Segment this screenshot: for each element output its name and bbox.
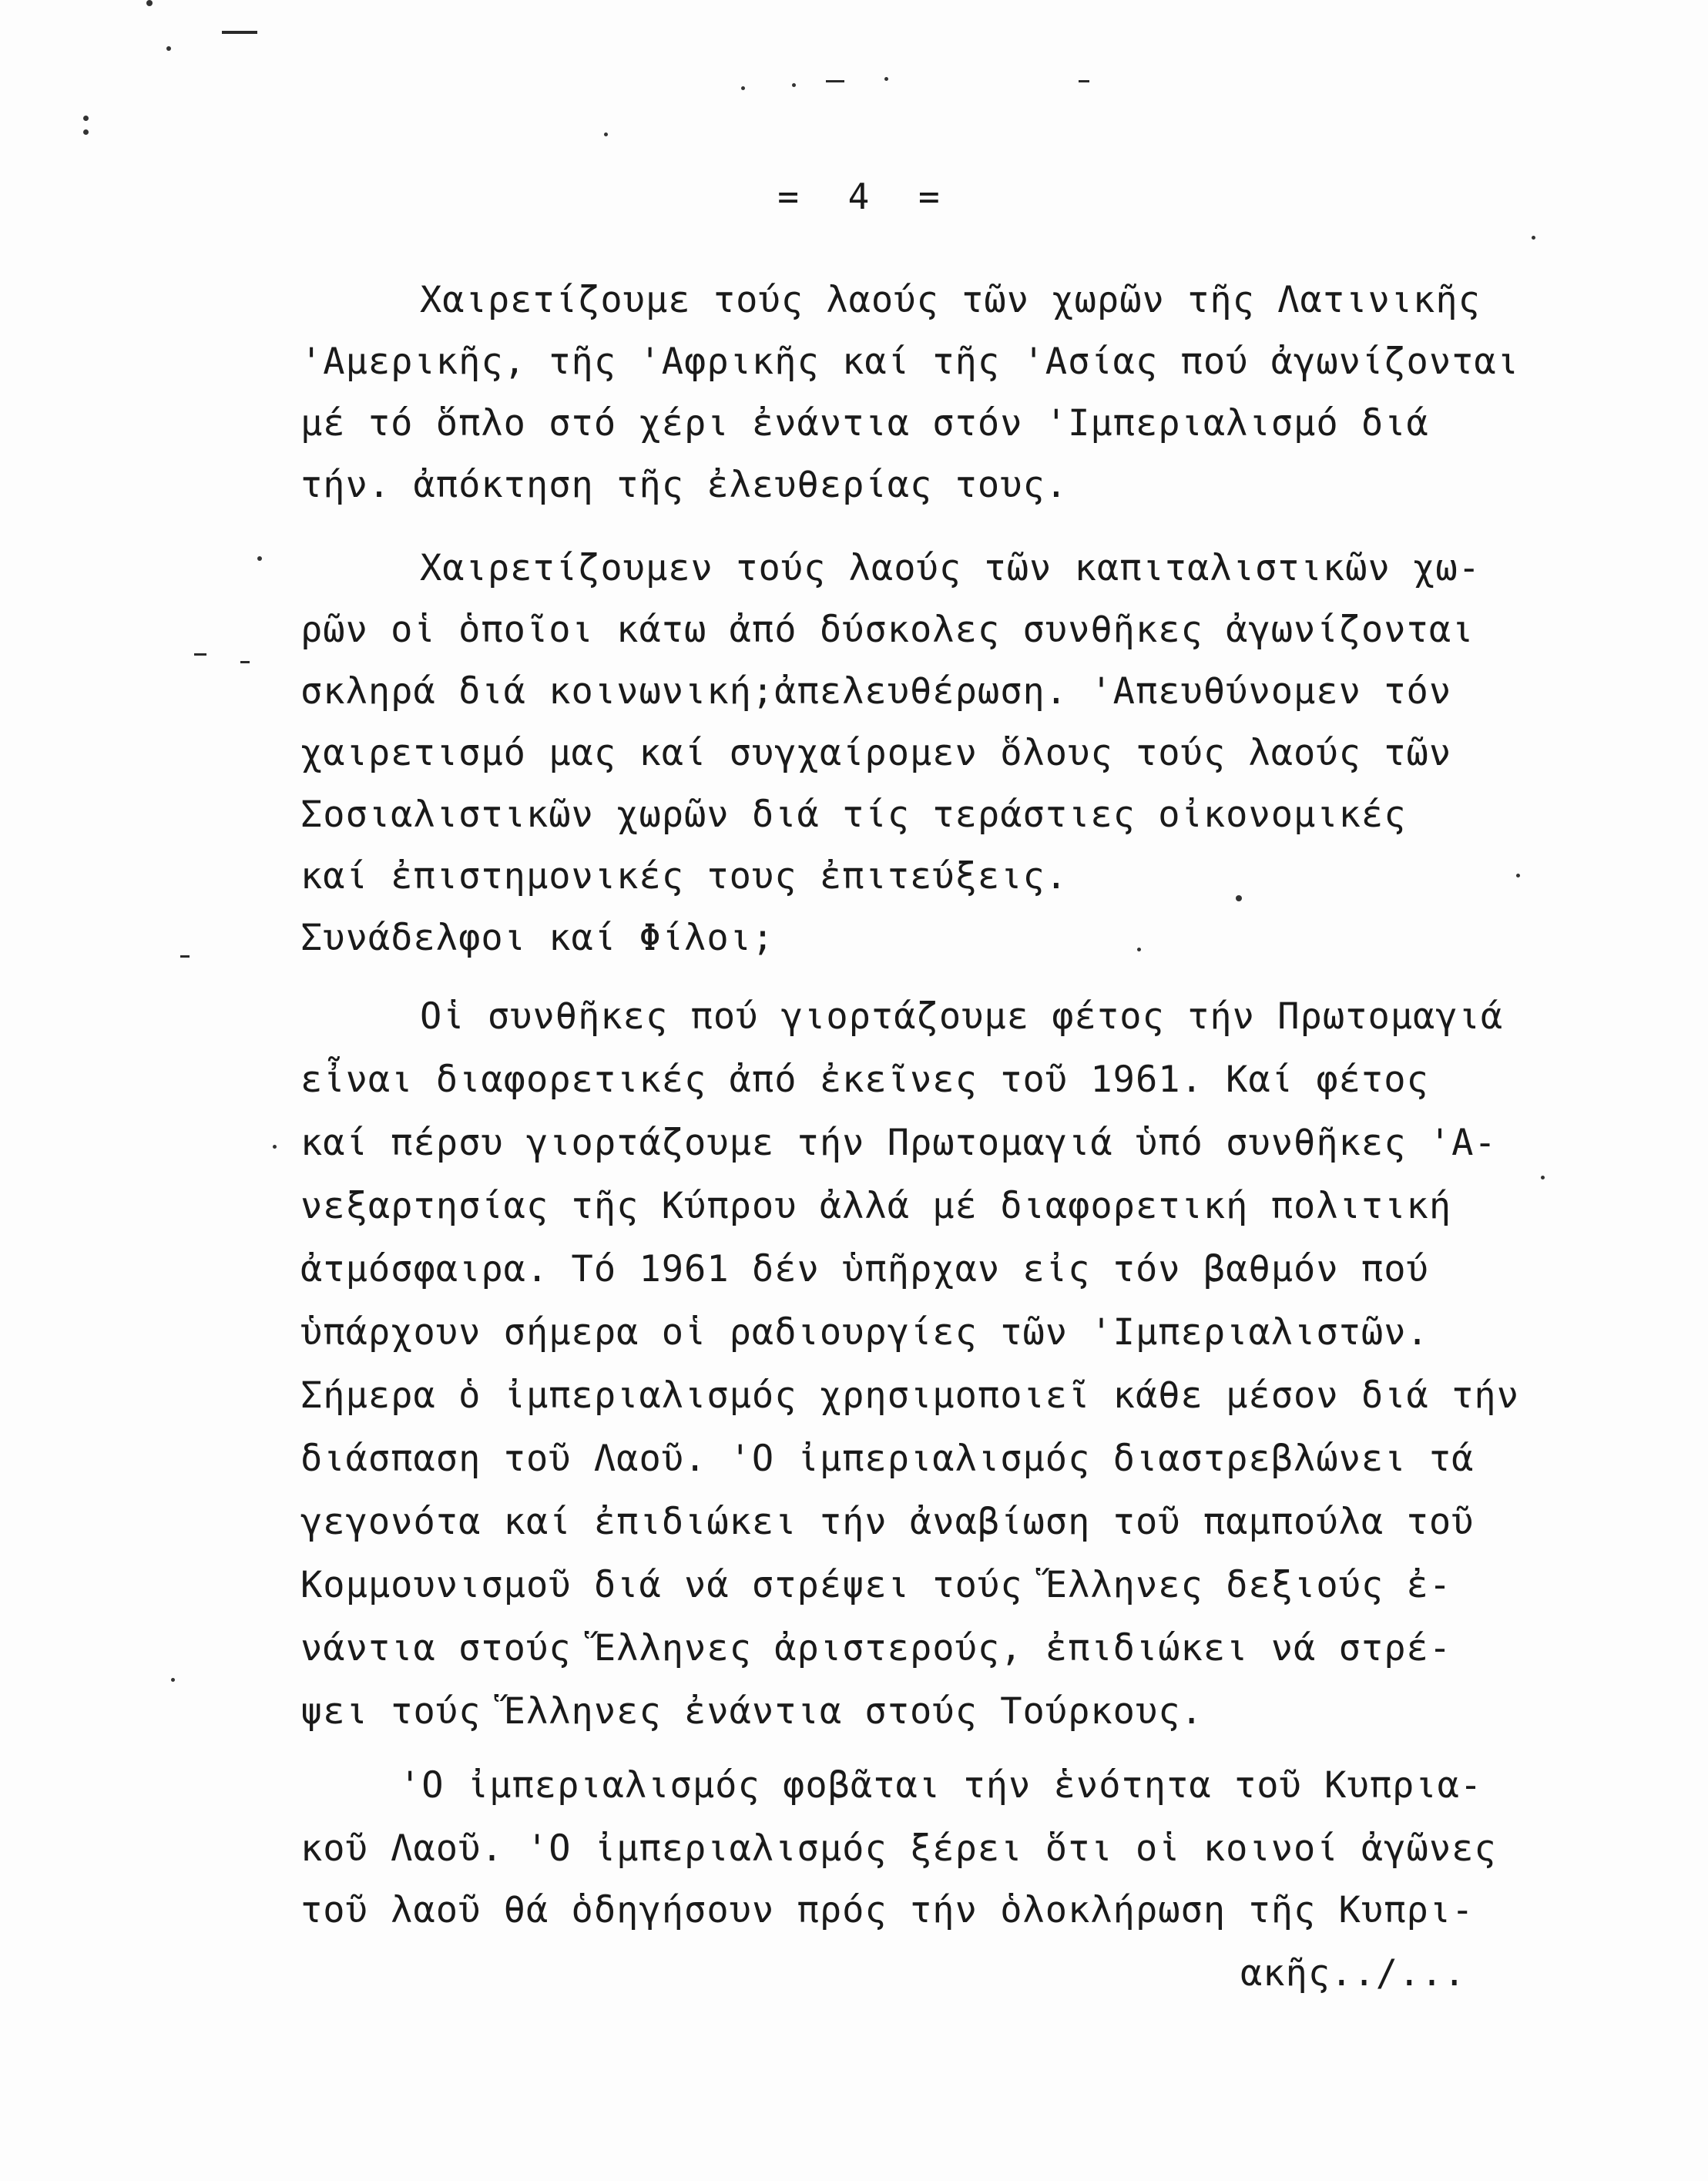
text-line: ρῶν οἱ ὁποῖοι κάτω ἀπό δύσκολες συνθῆκες ἀγωνίζονται <box>300 609 1475 651</box>
text-line: Χαιρετίζουμεν τούς λαούς τῶν καπιταλιστικῶν χω- <box>420 547 1481 589</box>
text-line: γεγονότα καί ἐπιδιώκει τήν ἀναβίωση τοῦ παμπούλα τοῦ <box>300 1501 1475 1543</box>
scan-mark <box>194 653 206 656</box>
text-line: Κομμουνισμοῦ διά νά στρέψει τούς Ἕλληνες δεξιούς ἐ- <box>300 1564 1452 1606</box>
text-line: τήν. ἀπόκτηση τῆς ἐλευθερίας τους. <box>300 464 1069 506</box>
text-line: τοῦ λαοῦ θά ὁδηγήσουν πρός τήν ὁλοκλήρωση τῆς Κυπρι- <box>300 1889 1475 1931</box>
text-line: ψει τούς Ἕλληνες ἐνάντια στούς Τούρκους. <box>300 1690 1203 1733</box>
scan-mark <box>240 661 250 663</box>
scan-speck <box>1137 948 1141 951</box>
scan-speck <box>1541 1176 1545 1179</box>
text-line: Σοσιαλιστικῶν χωρῶν διά τίς τεράστιες οἰκονομικές <box>300 794 1407 836</box>
text-line: νάντια στούς Ἕλληνες ἀριστερούς, ἐπιδιώκει νά στρέ- <box>300 1627 1452 1669</box>
scan-speck <box>1516 874 1520 877</box>
scan-speck <box>741 86 745 90</box>
scan-mark <box>1079 80 1089 82</box>
scan-speck <box>257 556 262 561</box>
scan-speck <box>171 1678 175 1682</box>
scan-speck <box>166 46 171 51</box>
scan-speck <box>884 77 888 81</box>
text-line: Οἱ συνθῆκες πού γιορτάζουμε φέτος τήν Πρωτομαγιά <box>420 995 1504 1038</box>
text-line: 'Αμερικῆς, τῆς 'Αφρικῆς καί τῆς 'Ασίας πού ἀγωνίζονται <box>300 341 1520 383</box>
text-line: νεξαρτησίας τῆς Κύπρου ἀλλά μέ διαφορετική πολιτική <box>300 1185 1452 1227</box>
text-line: καί πέρσυ γιορτάζουμε τήν Πρωτομαγιά ὑπό συνθῆκες 'Α- <box>300 1122 1497 1164</box>
scan-speck <box>146 0 153 6</box>
scan-speck <box>83 116 89 121</box>
text-line: Σήμερα ὁ ἰμπεριαλισμός χρησιμοποιεῖ κάθε μέσον διά τήν <box>300 1374 1520 1417</box>
scan-speck <box>604 133 608 136</box>
text-line: διάσπαση τοῦ Λαοῦ. 'Ο ἰμπεριαλισμός διαστρεβλώνει τά <box>300 1438 1475 1480</box>
continuation-marker: ακῆς../... <box>1240 1952 1466 1995</box>
text-line: κοῦ Λαοῦ. 'Ο ἰμπεριαλισμός ξέρει ὅτι οἱ κοινοί ἀγῶνες <box>300 1827 1497 1870</box>
scan-mark <box>222 31 257 34</box>
scan-mark <box>180 955 190 958</box>
scan-speck <box>1236 895 1242 901</box>
scan-speck <box>1532 236 1535 240</box>
text-line: χαιρετισμό μας καί συγχαίρομεν ὅλους τούς λαούς τῶν <box>300 732 1452 774</box>
scan-speck <box>83 129 89 135</box>
text-line: μέ τό ὅπλο στό χέρι ἐνάντια στόν 'Ιμπεριαλισμό διά <box>300 402 1429 445</box>
text-line: Χαιρετίζουμε τούς λαούς τῶν χωρῶν τῆς Λατινικῆς <box>420 279 1481 321</box>
scan-mark <box>826 80 844 82</box>
text-line: σκληρά διά κοινωνική;ἀπελευθέρωση. 'Απευθύνομεν τόν <box>300 670 1452 713</box>
scan-speck <box>273 1145 277 1149</box>
text-line: ὑπάρχουν σήμερα οἱ ραδιουργίες τῶν 'Ιμπεριαλιστῶν. <box>300 1311 1429 1354</box>
page-number: = 4 = <box>777 176 954 217</box>
text-line: εἶναι διαφορετικές ἀπό ἐκεῖνες τοῦ 1961. Καί φέτος <box>300 1059 1429 1101</box>
text-line: ἀτμόσφαιρα. Τό 1961 δέν ὑπῆρχαν εἰς τόν βαθμόν πού <box>300 1248 1429 1290</box>
text-line: καί ἐπιστημονικές τους ἐπιτεύξεις. <box>300 855 1069 898</box>
scan-speck <box>792 83 796 87</box>
salutation: Συνάδελφοι καί Φίλοι; <box>300 917 775 959</box>
text-line: 'Ο ἰμπεριαλισμός φοβᾶται τήν ἑνότητα τοῦ Κυπρια- <box>399 1764 1483 1807</box>
